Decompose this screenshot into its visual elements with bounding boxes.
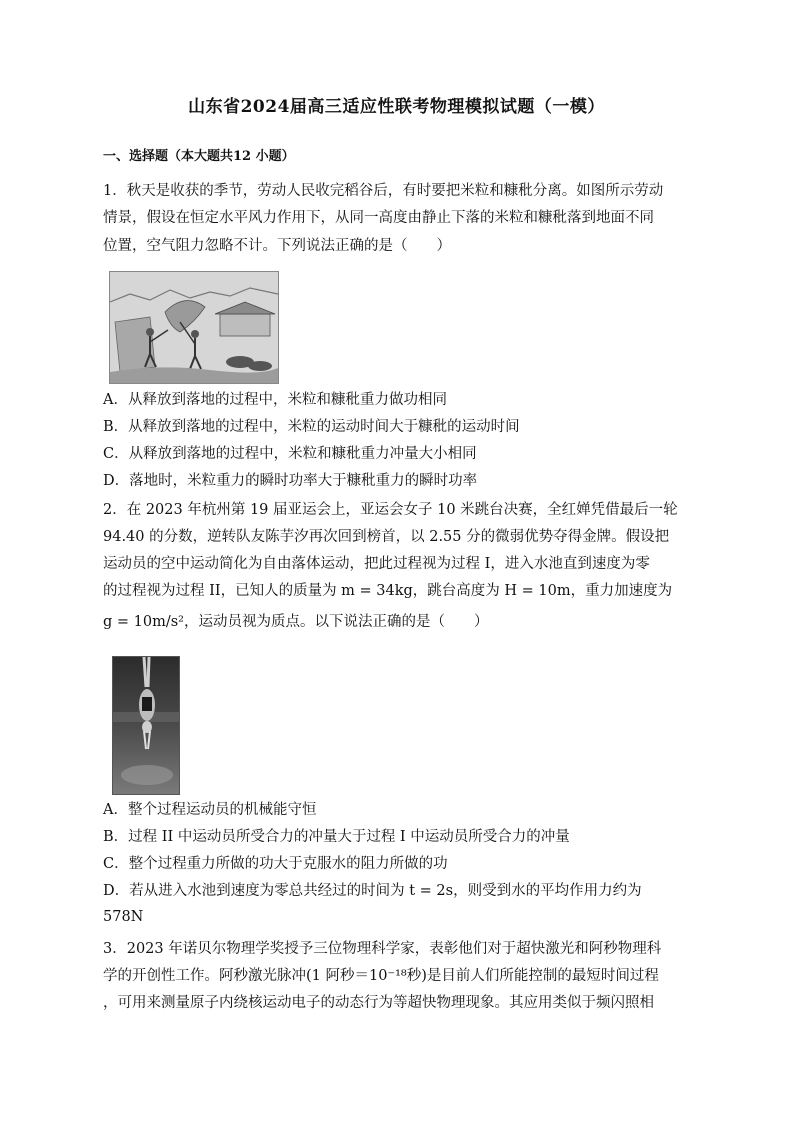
q3-line-1: 3．2023 年诺贝尔物理学奖授予三位物理科学家，表彰他们对于超快激光和阿秒物理科 <box>103 941 662 957</box>
q2-option-d-continued: 578N <box>103 909 144 925</box>
q3-line-3: ，可用来测量原子内绕核运动电子的动态行为等超快物理现象。其应用类似于频闪照相 <box>103 995 654 1011</box>
q1-option-b: B．从释放到落地的过程中，米粒的运动时间大于糠秕的运动时间 <box>103 419 520 435</box>
harvest-sketch-drawing <box>110 272 278 383</box>
q2-line-2: 94.40 的分数，逆转队友陈芋汐再次回到榜首，以 2.55 分的微弱优势夺得金牌。假设把 <box>103 529 670 545</box>
q1-option-c: C．从释放到落地的过程中，米粒和糠秕重力冲量大小相同 <box>103 446 477 462</box>
q2-option-d: D．若从进入水池到速度为零总共经过的时间为 t = 2s，则受到水的平均作用力约为 <box>103 883 642 899</box>
q2-line-4: 的过程视为过程 II，已知人的质量为 m = 34kg，跳台高度为 H = 10m，重力加速度为 <box>103 583 673 599</box>
harvest-sketch-image <box>109 271 279 384</box>
q2-line-1: 2．在 2023 年杭州第 19 届亚运会上，亚运会女子 10 米跳台决赛，全红婵凭借最后一轮 <box>103 502 678 518</box>
q2-option-a: A．整个过程运动员的机械能守恒 <box>103 802 317 818</box>
diver-photo-drawing <box>113 657 179 794</box>
q2-line-5: g = 10m/s²，运动员视为质点。以下说法正确的是（ ） <box>103 614 489 630</box>
q1-line-1: 1．秋天是收获的季节，劳动人民收完稻谷后，有时要把米粒和糠秕分离。如图所示劳动 <box>103 183 664 199</box>
diver-photo-image <box>112 656 180 795</box>
section-heading: 一、选择题（本大题共12 小题） <box>103 149 295 164</box>
q1-line-3: 位置，空气阻力忽略不计。下列说法正确的是（ ） <box>103 238 451 254</box>
q2-line-3: 运动员的空中运动简化为自由落体运动，把此过程视为过程 I，进入水池直到速度为零 <box>103 556 650 572</box>
q2-option-b: B．过程 II 中运动员所受合力的冲量大于过程 I 中运动员所受合力的冲量 <box>103 829 570 845</box>
q2-option-c: C．整个过程重力所做的功大于克服水的阻力所做的功 <box>103 856 448 872</box>
page-title: 山东省2024届高三适应性联考物理模拟试题（一模） <box>188 97 605 117</box>
q1-option-a: A．从释放到落地的过程中，米粒和糠秕重力做功相同 <box>103 392 447 408</box>
q1-line-2: 情景，假设在恒定水平风力作用下，从同一高度由静止下落的米粒和糠秕落到地面不同 <box>103 210 654 226</box>
q3-line-2: 学的开创性工作。阿秒激光脉冲(1 阿秒＝10⁻¹⁸秒)是目前人们所能控制的最短时间过程 <box>103 968 659 984</box>
q1-option-d: D．落地时，米粒重力的瞬时功率大于糠秕重力的瞬时功率 <box>103 473 478 489</box>
